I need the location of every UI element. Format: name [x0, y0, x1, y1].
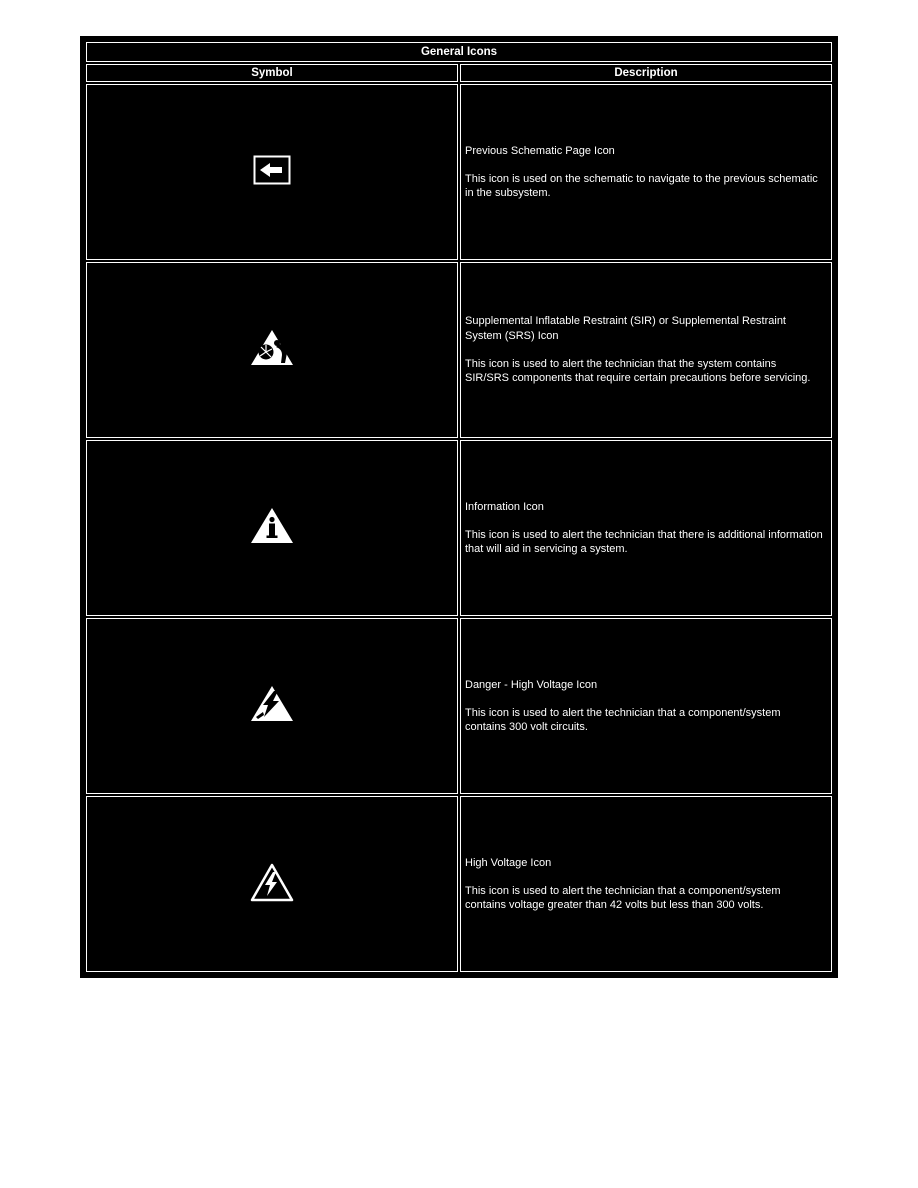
- description-cell: [460, 440, 832, 616]
- icon-title: Information Icon: [465, 500, 544, 513]
- information-icon: [249, 506, 295, 546]
- description-cell: [460, 618, 832, 794]
- column-header-description: Description: [460, 64, 832, 82]
- table-title: General Icons: [86, 42, 832, 62]
- table-row: [86, 84, 832, 260]
- symbol-cell: [86, 618, 458, 794]
- icon-title: Previous Schematic Page Icon: [465, 144, 615, 157]
- icon-title: Supplemental Inflatable Restraint (SIR) or Supplemental Restraint System (SRS) Icon: [465, 315, 786, 342]
- icon-description: This icon is used to alert the technician that there is additional information that will aid in servicing a system.: [465, 528, 823, 556]
- general-icons-table: [84, 40, 834, 974]
- icon-description: This icon is used to alert the technician that the system contains SIR/SRS components that require certain precautions before servicing.: [465, 358, 811, 385]
- column-header-symbol: Symbol: [86, 64, 458, 82]
- symbol-cell: [86, 440, 458, 616]
- icon-description: This icon is used on the schematic to navigate to the previous schematic in the subsystem.: [465, 172, 818, 200]
- description-cell: [460, 84, 832, 260]
- symbol-cell: [86, 262, 458, 438]
- danger-high-voltage-icon: [249, 684, 295, 724]
- symbol-cell: [86, 84, 458, 260]
- table-header-row: [86, 64, 832, 82]
- high-voltage-icon: [249, 861, 295, 903]
- icon-description: This icon is used to alert the technician that a component/system contains 300 volt circuits.: [465, 706, 781, 734]
- icon-title: Danger - High Voltage Icon: [465, 678, 598, 691]
- icon-title: High Voltage Icon: [465, 856, 552, 869]
- description-cell: [460, 796, 832, 972]
- sir-srs-warning-icon: [249, 328, 295, 368]
- symbol-cell: [86, 796, 458, 972]
- table-row: [86, 618, 832, 794]
- previous-schematic-page-icon: [253, 155, 291, 185]
- description-cell: [460, 262, 832, 438]
- table-row: [86, 440, 832, 616]
- table-row: [86, 262, 832, 438]
- table-title-row: [86, 42, 832, 62]
- icon-description: This icon is used to alert the technician that a component/system contains voltage greater than 42 volts but less than 300 volts.: [465, 884, 781, 912]
- manual-page-table-container: [80, 36, 838, 978]
- table-row: [86, 796, 832, 972]
